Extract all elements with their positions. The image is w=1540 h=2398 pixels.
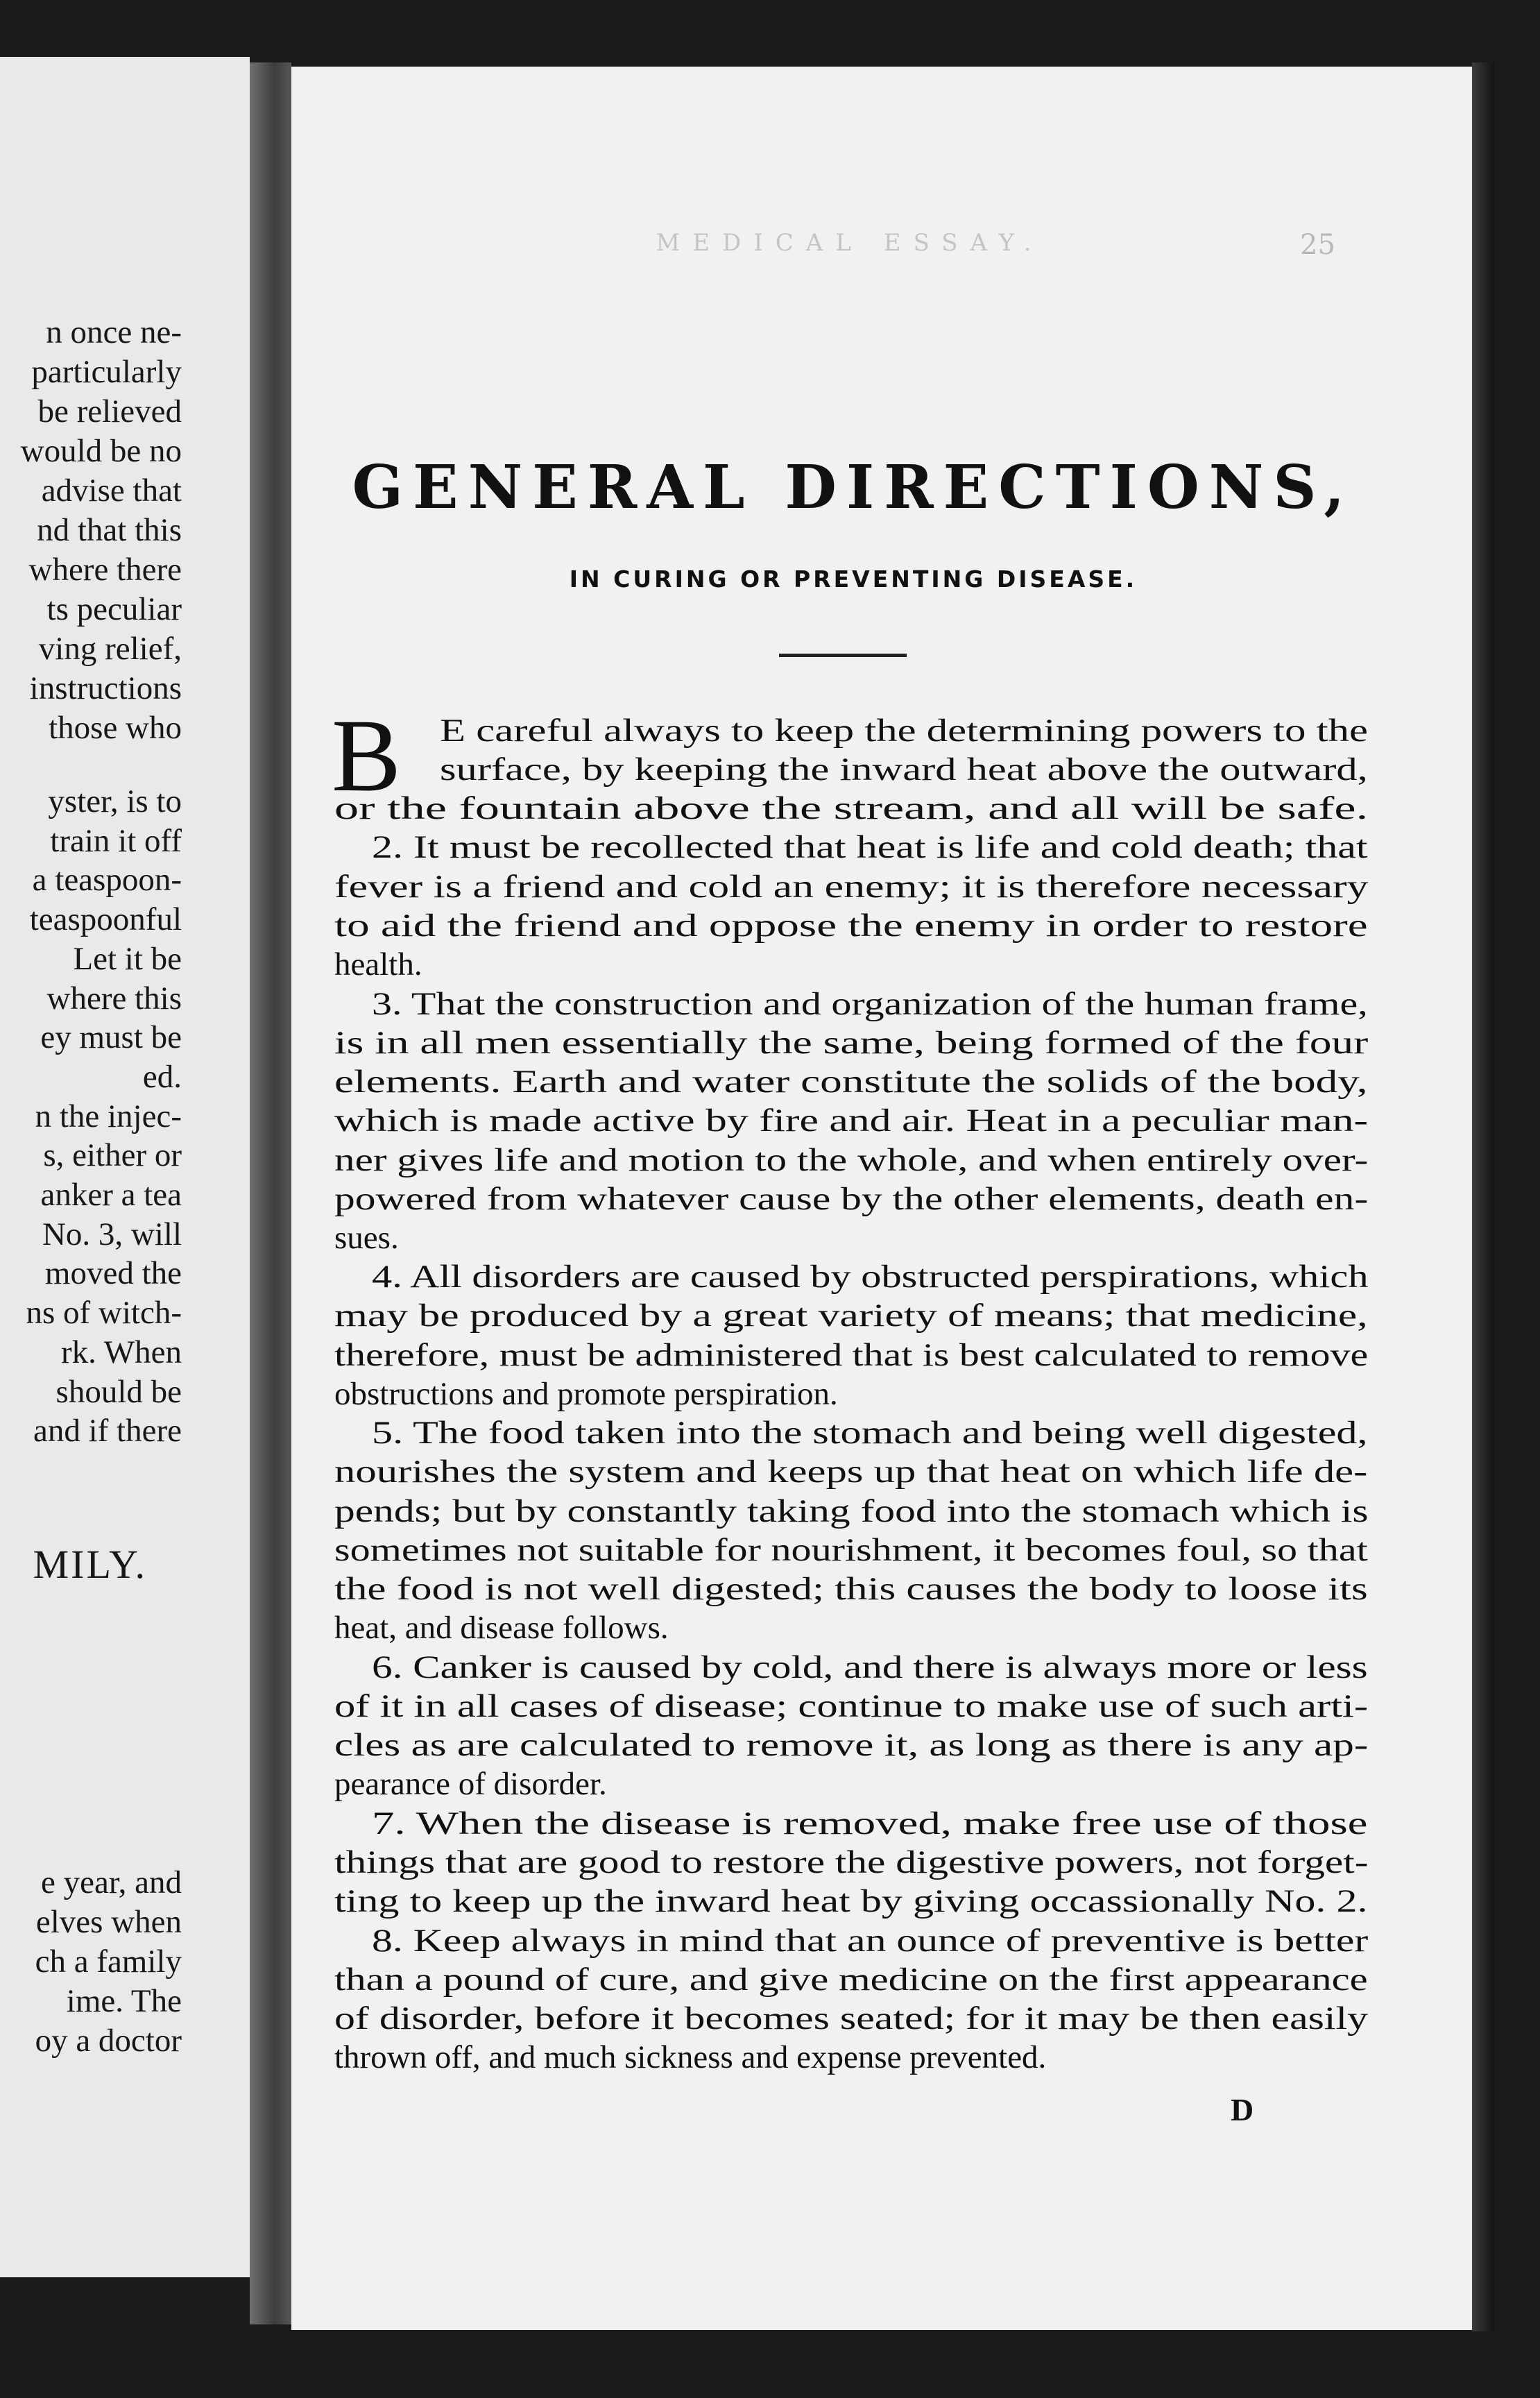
body-line: may be produced by a great variety of means; that medicine, [334,1298,1368,1334]
body-line: elements. Earth and water constitute the solids of the body, [334,1064,1368,1100]
left-page-line: ts peculiar [46,591,182,627]
left-page-line: would be no [20,433,182,469]
body-line: heat, and disease follows. [334,1610,669,1646]
body-line: or the fountain above the stream, and all will be safe. [334,790,1369,826]
body-line: obstructions and promote perspiration. [334,1376,838,1412]
left-page-line: ed. [142,1058,182,1095]
left-page-line: s, either or [43,1137,182,1174]
left-page-line: rk. When [60,1334,182,1370]
left-page-line: n the injec- [35,1098,182,1134]
body-line: ner gives life and motion to the whole, and when entirely over- [334,1142,1369,1178]
body-line: of disorder, before it becomes seated; for it may be then easily [334,2000,1369,2036]
body-line: therefore, must be administered that is best calculated to remove [334,1337,1369,1373]
body-line: 2. It must be recollected that heat is life and cold death; that [372,829,1368,865]
left-page-line: ey must be [40,1019,182,1056]
body-line: the food is not well digested; this causes the body to loose its [334,1571,1368,1607]
body-line: nourishes the system and keeps up that heat on which life de- [334,1454,1368,1490]
left-page-line: yster, is to [48,783,182,819]
left-page-line: a teaspoon- [32,862,182,899]
body-line: things that are good to restore the digestive powers, not forget- [334,1844,1369,1880]
left-page-line: where this [46,980,182,1017]
left-page-line: be relieved [37,393,182,430]
title-rule [779,654,907,657]
left-page-line: nd that this [37,512,182,548]
body-line: ting to keep up the inward heat by giving occassionally No. 2. [334,1883,1368,1919]
page-subtitle: IN CURING OR PREVENTING DISEASE. [569,566,1138,593]
left-page-line: Let it be [73,940,182,977]
body-line: thrown off, and much sickness and expense prevented. [334,2039,1047,2075]
left-page-line: oy a doctor [35,2023,182,2059]
body-line: cles as are calculated to remove it, as long as there is any ap- [334,1727,1369,1763]
left-page-heading: MILY. [33,1542,147,1587]
left-page-line: e year, and [41,1864,182,1900]
left-page-line: ime. The [66,1983,182,2019]
page-title: GENERAL DIRECTIONS, [352,452,1355,522]
body-line: health. [334,946,422,983]
left-page-line: advise that [41,473,182,509]
body-line: pends; but by constantly taking food into the stomach which is [334,1493,1369,1529]
left-page-line: ch a family [35,1944,182,1980]
body-line: sometimes not suitable for nourishment, it becomes foul, so that [334,1532,1368,1568]
left-page-line: ving relief, [38,631,182,667]
body-line: fever is a friend and cold an enemy; it is therefore necessary [334,869,1369,905]
page-number: 25 [1300,229,1335,261]
left-page-line: instructions [29,670,182,706]
body-line: which is made active by fire and air. Heat in a peculiar man- [334,1103,1369,1139]
left-page-line: where there [28,552,182,588]
left-page-line: elves when [35,1904,182,1940]
body-line: 8. Keep always in mind that an ounce of preventive is better [372,1923,1369,1959]
left-page-fragment [0,57,250,2277]
signature-mark: D [1231,2092,1254,2127]
body-line: than a pound of cure, and give medicine on the first appearance [334,1962,1368,1998]
body-line: pearance of disorder. [334,1766,607,1802]
left-page-line: train it off [50,822,182,859]
body-line: 5. The food taken into the stomach and being well digested, [372,1415,1368,1451]
left-page-line: anker a tea [40,1177,182,1213]
body-line: sues. [334,1220,399,1256]
body-line: of it in all cases of disease; continue to make use of such arti- [334,1688,1369,1724]
left-page-line: ns of witch- [26,1295,182,1332]
body-line: E careful always to keep the determining powers to the [440,713,1368,749]
left-page-line: teaspoonful [29,901,182,938]
body-line: surface, by keeping the inward heat above the outward, [440,751,1368,788]
page-edge-shadow [1472,62,1494,2331]
body-line: is in all men essentially the same, being formed of the four [334,1025,1369,1061]
body-line: 7. When the disease is removed, make free use of those [372,1805,1368,1842]
left-page-line: n once ne- [46,314,182,350]
left-page-line: particularly [31,354,182,390]
left-page-line: moved the [44,1255,182,1292]
left-page-line: No. 3, will [42,1216,182,1252]
running-head: MEDICAL ESSAY. [656,229,1044,257]
body-line: to aid the friend and oppose the enemy in order to restore [334,908,1368,944]
body-line: 6. Canker is caused by cold, and there is always more or less [372,1649,1368,1685]
left-page-line: those who [49,710,182,746]
left-page-line: should be [55,1373,182,1410]
left-page-line: and if there [33,1413,182,1449]
book-gutter [250,62,291,2324]
body-line: powered from whatever cause by the other elements, death en- [334,1181,1369,1217]
body-line: 4. All disorders are caused by obstructed perspirations, which [372,1259,1369,1295]
body-line: 3. That the construction and organization of the human frame, [372,986,1368,1022]
drop-cap: B [332,698,402,813]
